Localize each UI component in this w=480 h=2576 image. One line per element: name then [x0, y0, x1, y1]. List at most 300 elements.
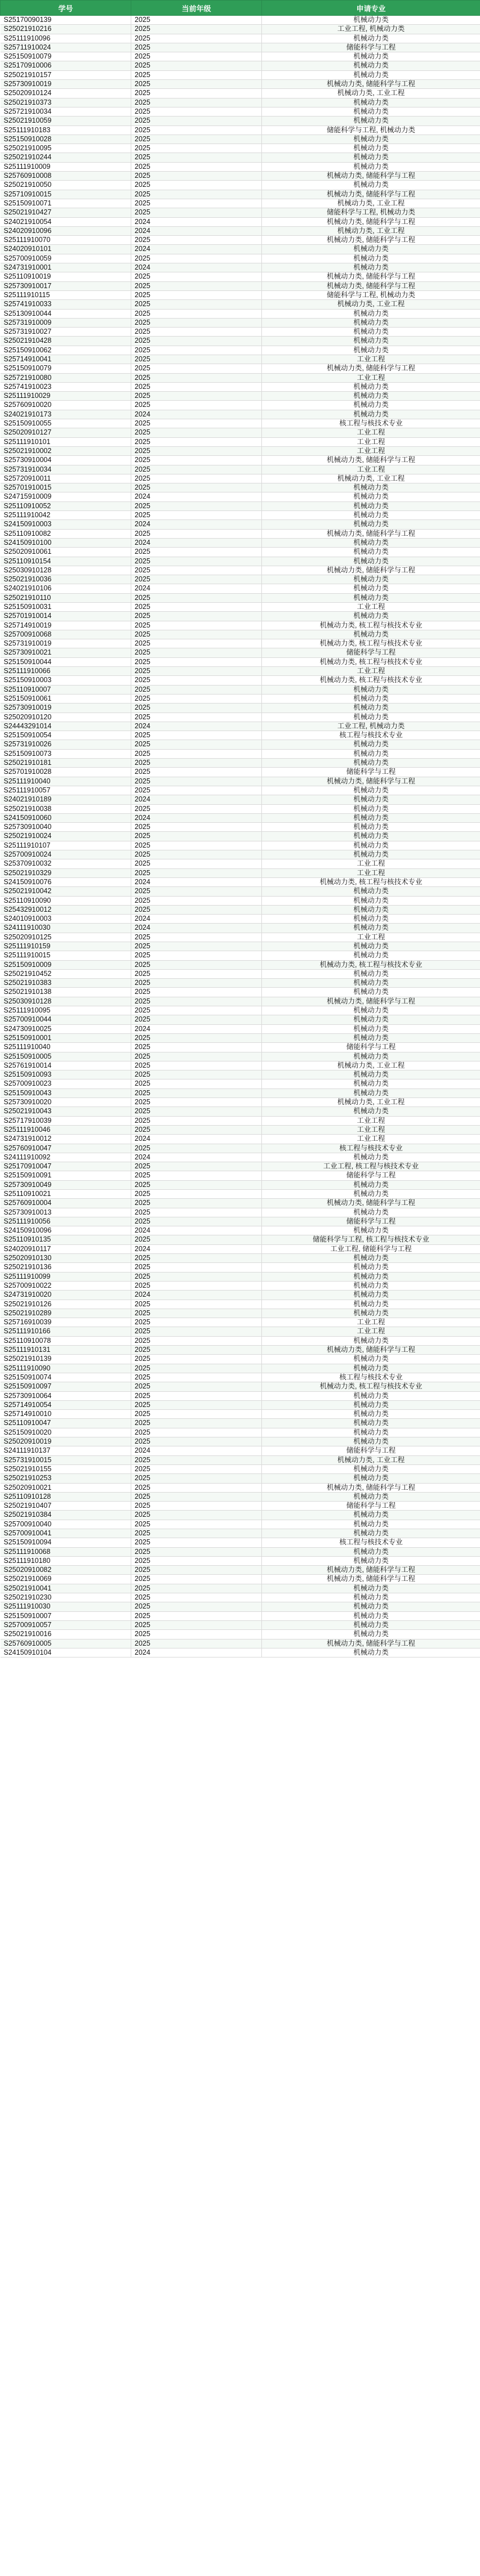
grade-cell[interactable]: 2025 — [131, 126, 262, 135]
grade-cell[interactable]: 2025 — [131, 80, 262, 89]
student-id-cell[interactable]: S25761910014 — [1, 1061, 131, 1070]
grade-cell[interactable]: 2025 — [131, 511, 262, 520]
student-id-cell[interactable]: S25021910329 — [1, 868, 131, 877]
student-id-cell[interactable]: S25020910127 — [1, 428, 131, 437]
grade-cell[interactable]: 2025 — [131, 887, 262, 896]
grade-cell[interactable]: 2025 — [131, 1171, 262, 1180]
grade-cell[interactable]: 2025 — [131, 1602, 262, 1611]
student-id-cell[interactable]: S25111910101 — [1, 437, 131, 446]
student-id-cell[interactable]: S25111910166 — [1, 1327, 131, 1336]
grade-cell[interactable]: 2025 — [131, 456, 262, 465]
major-cell[interactable]: 机械动力类 — [262, 1208, 480, 1217]
grade-cell[interactable]: 2025 — [131, 1144, 262, 1153]
major-cell[interactable]: 机械动力类 — [262, 392, 480, 401]
student-id-cell[interactable]: S25111910015 — [1, 951, 131, 960]
major-cell[interactable]: 机械动力类, 储能科学与工程 — [262, 1199, 480, 1208]
major-cell[interactable]: 机械动力类 — [262, 804, 480, 813]
grade-cell[interactable]: 2025 — [131, 859, 262, 868]
student-id-cell[interactable]: S25110910047 — [1, 1419, 131, 1428]
grade-cell[interactable]: 2025 — [131, 190, 262, 199]
grade-cell[interactable]: 2025 — [131, 759, 262, 768]
major-cell[interactable]: 机械动力类, 核工程与核技术专业 — [262, 657, 480, 666]
grade-cell[interactable]: 2025 — [131, 1575, 262, 1584]
major-cell[interactable]: 机械动力类, 储能科学与工程 — [262, 777, 480, 786]
grade-cell[interactable]: 2025 — [131, 1300, 262, 1309]
grade-cell[interactable]: 2024 — [131, 924, 262, 933]
grade-cell[interactable]: 2025 — [131, 942, 262, 951]
grade-cell[interactable]: 2025 — [131, 98, 262, 107]
major-cell[interactable]: 机械动力类 — [262, 492, 480, 501]
grade-cell[interactable]: 2025 — [131, 135, 262, 144]
grade-cell[interactable]: 2025 — [131, 841, 262, 850]
major-cell[interactable]: 机械动力类 — [262, 1263, 480, 1272]
major-cell[interactable]: 机械动力类 — [262, 501, 480, 510]
grade-cell[interactable]: 2024 — [131, 1648, 262, 1657]
student-id-cell[interactable]: S25021910181 — [1, 759, 131, 768]
student-id-cell[interactable]: S25021910452 — [1, 969, 131, 978]
grade-cell[interactable]: 2025 — [131, 529, 262, 538]
grade-cell[interactable]: 2025 — [131, 483, 262, 492]
grade-cell[interactable]: 2025 — [131, 117, 262, 126]
student-id-cell[interactable]: S25111910159 — [1, 942, 131, 951]
major-cell[interactable]: 机械动力类 — [262, 1336, 480, 1345]
student-id-cell[interactable]: S25150910031 — [1, 603, 131, 612]
student-id-cell[interactable]: S24150910060 — [1, 813, 131, 822]
grade-cell[interactable]: 2025 — [131, 603, 262, 612]
major-cell[interactable]: 机械动力类 — [262, 1006, 480, 1015]
student-id-cell[interactable]: S25150910062 — [1, 346, 131, 355]
student-id-cell[interactable]: S25150910073 — [1, 749, 131, 758]
grade-cell[interactable]: 2025 — [131, 676, 262, 685]
grade-cell[interactable]: 2025 — [131, 850, 262, 859]
major-cell[interactable]: 机械动力类 — [262, 749, 480, 758]
student-id-cell[interactable]: S25741910023 — [1, 382, 131, 391]
major-cell[interactable]: 机械动力类 — [262, 1437, 480, 1446]
grade-cell[interactable]: 2025 — [131, 630, 262, 639]
major-cell[interactable]: 机械动力类 — [262, 520, 480, 529]
grade-cell[interactable]: 2025 — [131, 337, 262, 346]
major-cell[interactable]: 工业工程, 储能科学与工程 — [262, 1244, 480, 1253]
major-cell[interactable]: 机械动力类 — [262, 795, 480, 804]
student-id-cell[interactable]: S25021910136 — [1, 1263, 131, 1272]
student-id-cell[interactable]: S25714910041 — [1, 355, 131, 364]
student-id-cell[interactable]: S25021910155 — [1, 1464, 131, 1473]
grade-cell[interactable]: 2025 — [131, 1529, 262, 1538]
major-cell[interactable]: 机械动力类 — [262, 263, 480, 272]
student-id-cell[interactable]: S25170910006 — [1, 61, 131, 70]
major-cell[interactable]: 工业工程 — [262, 667, 480, 676]
major-cell[interactable]: 储能科学与工程 — [262, 1502, 480, 1511]
grade-cell[interactable]: 2025 — [131, 1566, 262, 1575]
student-id-cell[interactable]: S25021910042 — [1, 887, 131, 896]
grade-cell[interactable]: 2025 — [131, 979, 262, 988]
student-id-cell[interactable]: S25150910079 — [1, 364, 131, 373]
major-cell[interactable]: 储能科学与工程 — [262, 648, 480, 657]
grade-cell[interactable]: 2025 — [131, 162, 262, 171]
major-cell[interactable]: 机械动力类 — [262, 153, 480, 162]
grade-cell[interactable]: 2025 — [131, 501, 262, 510]
student-id-cell[interactable]: S25700910041 — [1, 1529, 131, 1538]
grade-cell[interactable]: 2025 — [131, 1052, 262, 1061]
student-id-cell[interactable]: S25720910011 — [1, 474, 131, 483]
student-id-cell[interactable]: S25110910021 — [1, 1190, 131, 1199]
student-id-cell[interactable]: S25111910107 — [1, 841, 131, 850]
student-id-cell[interactable]: S25150910097 — [1, 1382, 131, 1391]
major-cell[interactable]: 工业工程 — [262, 446, 480, 455]
grade-cell[interactable]: 2025 — [131, 1180, 262, 1189]
student-id-cell[interactable]: S25110910007 — [1, 685, 131, 694]
grade-cell[interactable]: 2025 — [131, 1217, 262, 1226]
grade-cell[interactable]: 2025 — [131, 419, 262, 428]
major-cell[interactable]: 机械动力类, 核工程与核技术专业 — [262, 1382, 480, 1391]
grade-cell[interactable]: 2025 — [131, 749, 262, 758]
student-id-cell[interactable]: S25150910003 — [1, 676, 131, 685]
student-id-cell[interactable]: S25020910061 — [1, 548, 131, 557]
grade-cell[interactable]: 2025 — [131, 1474, 262, 1483]
grade-cell[interactable]: 2025 — [131, 1428, 262, 1437]
grade-cell[interactable]: 2025 — [131, 960, 262, 969]
major-cell[interactable]: 储能科学与工程 — [262, 1446, 480, 1455]
student-id-cell[interactable]: S25150910005 — [1, 1052, 131, 1061]
major-cell[interactable]: 机械动力类 — [262, 144, 480, 153]
major-cell[interactable]: 工业工程 — [262, 868, 480, 877]
student-id-cell[interactable]: S25110910154 — [1, 557, 131, 566]
student-id-cell[interactable]: S25111910009 — [1, 162, 131, 171]
student-id-cell[interactable]: S25111910040 — [1, 777, 131, 786]
major-cell[interactable]: 机械动力类 — [262, 924, 480, 933]
student-id-cell[interactable]: S25111910183 — [1, 126, 131, 135]
student-id-cell[interactable]: S24021910173 — [1, 410, 131, 419]
grade-cell[interactable]: 2025 — [131, 281, 262, 290]
student-id-cell[interactable]: S24021910189 — [1, 795, 131, 804]
grade-cell[interactable]: 2025 — [131, 1061, 262, 1070]
major-cell[interactable]: 机械动力类 — [262, 1648, 480, 1657]
student-id-cell[interactable]: S25021910428 — [1, 337, 131, 346]
grade-cell[interactable]: 2025 — [131, 1520, 262, 1529]
student-id-cell[interactable]: S25021910230 — [1, 1593, 131, 1602]
student-id-cell[interactable]: S25111910096 — [1, 34, 131, 43]
student-id-cell[interactable]: S25021910002 — [1, 446, 131, 455]
student-id-cell[interactable]: S25021910244 — [1, 153, 131, 162]
grade-cell[interactable]: 2025 — [131, 446, 262, 455]
student-id-cell[interactable]: S25021910383 — [1, 979, 131, 988]
major-cell[interactable]: 工业工程 — [262, 437, 480, 446]
major-cell[interactable]: 机械动力类 — [262, 704, 480, 713]
grade-cell[interactable]: 2024 — [131, 813, 262, 822]
grade-cell[interactable]: 2025 — [131, 1593, 262, 1602]
major-cell[interactable]: 机械动力类 — [262, 1529, 480, 1538]
student-id-cell[interactable]: S25700910022 — [1, 1281, 131, 1290]
major-cell[interactable]: 机械动力类 — [262, 1309, 480, 1318]
major-cell[interactable]: 机械动力类 — [262, 813, 480, 822]
student-id-cell[interactable]: S25111910131 — [1, 1346, 131, 1355]
grade-cell[interactable]: 2025 — [131, 318, 262, 327]
grade-cell[interactable]: 2025 — [131, 1336, 262, 1345]
major-cell[interactable]: 机械动力类 — [262, 915, 480, 924]
student-id-cell[interactable]: S25700910044 — [1, 1015, 131, 1024]
grade-cell[interactable]: 2025 — [131, 208, 262, 217]
student-id-cell[interactable]: S24731910012 — [1, 1135, 131, 1144]
major-cell[interactable]: 机械动力类, 核工程与核技术专业 — [262, 877, 480, 886]
grade-cell[interactable]: 2025 — [131, 1391, 262, 1400]
major-cell[interactable]: 机械动力类, 核工程与核技术专业 — [262, 621, 480, 630]
major-cell[interactable]: 机械动力类 — [262, 117, 480, 126]
major-cell[interactable]: 储能科学与工程, 机械动力类 — [262, 126, 480, 135]
major-cell[interactable]: 机械动力类 — [262, 346, 480, 355]
major-cell[interactable]: 机械动力类, 储能科学与工程 — [262, 172, 480, 181]
student-id-cell[interactable]: S25020910130 — [1, 1254, 131, 1263]
grade-cell[interactable]: 2025 — [131, 328, 262, 337]
grade-cell[interactable]: 2024 — [131, 584, 262, 593]
grade-cell[interactable]: 2025 — [131, 144, 262, 153]
major-cell[interactable]: 机械动力类, 储能科学与工程 — [262, 1346, 480, 1355]
student-id-cell[interactable]: S25170090139 — [1, 16, 131, 25]
grade-cell[interactable]: 2025 — [131, 1318, 262, 1327]
student-id-cell[interactable]: S24010910003 — [1, 915, 131, 924]
major-cell[interactable]: 机械动力类 — [262, 181, 480, 190]
major-cell[interactable]: 机械动力类, 储能科学与工程 — [262, 217, 480, 226]
grade-cell[interactable]: 2025 — [131, 70, 262, 79]
grade-cell[interactable]: 2025 — [131, 639, 262, 648]
major-cell[interactable]: 机械动力类, 储能科学与工程 — [262, 566, 480, 575]
major-cell[interactable]: 机械动力类 — [262, 969, 480, 978]
student-id-cell[interactable]: S25741910033 — [1, 300, 131, 309]
student-id-cell[interactable]: S25700910068 — [1, 630, 131, 639]
header-applied-major[interactable]: 申请专业 — [262, 1, 480, 16]
major-cell[interactable]: 机械动力类 — [262, 1593, 480, 1602]
student-id-cell[interactable]: S25111910090 — [1, 1364, 131, 1373]
student-id-cell[interactable]: S25020910019 — [1, 1437, 131, 1446]
student-id-cell[interactable]: S25711910024 — [1, 43, 131, 52]
student-id-cell[interactable]: S25716910039 — [1, 1318, 131, 1327]
major-cell[interactable]: 机械动力类 — [262, 1015, 480, 1024]
student-id-cell[interactable]: S24021910054 — [1, 217, 131, 226]
major-cell[interactable]: 机械动力类 — [262, 1079, 480, 1088]
grade-cell[interactable]: 2025 — [131, 272, 262, 281]
major-cell[interactable]: 机械动力类 — [262, 245, 480, 254]
student-id-cell[interactable]: S25111910070 — [1, 236, 131, 245]
student-id-cell[interactable]: S25110910019 — [1, 272, 131, 281]
grade-cell[interactable]: 2025 — [131, 1492, 262, 1501]
major-cell[interactable]: 机械动力类 — [262, 309, 480, 318]
grade-cell[interactable]: 2025 — [131, 364, 262, 373]
major-cell[interactable]: 机械动力类 — [262, 70, 480, 79]
major-cell[interactable]: 机械动力类 — [262, 382, 480, 391]
major-cell[interactable]: 机械动力类 — [262, 951, 480, 960]
student-id-cell[interactable]: S25730910021 — [1, 648, 131, 657]
grade-cell[interactable]: 2025 — [131, 1382, 262, 1391]
major-cell[interactable]: 机械动力类 — [262, 593, 480, 602]
student-id-cell[interactable]: S24150910076 — [1, 877, 131, 886]
student-id-cell[interactable]: S25432910012 — [1, 905, 131, 914]
student-id-cell[interactable]: S24020910117 — [1, 1244, 131, 1253]
major-cell[interactable]: 机械动力类, 储能科学与工程 — [262, 529, 480, 538]
major-cell[interactable]: 机械动力类 — [262, 1400, 480, 1409]
student-id-cell[interactable]: S25730910019 — [1, 704, 131, 713]
major-cell[interactable]: 机械动力类 — [262, 988, 480, 997]
major-cell[interactable]: 机械动力类, 工业工程 — [262, 1061, 480, 1070]
major-cell[interactable]: 机械动力类 — [262, 16, 480, 25]
student-id-cell[interactable]: S25111910115 — [1, 290, 131, 299]
major-cell[interactable]: 机械动力类, 工业工程 — [262, 89, 480, 98]
major-cell[interactable]: 储能科学与工程, 核工程与核技术专业 — [262, 1235, 480, 1244]
student-id-cell[interactable]: S25111910046 — [1, 1125, 131, 1134]
major-cell[interactable]: 机械动力类 — [262, 1291, 480, 1300]
grade-cell[interactable]: 2025 — [131, 768, 262, 777]
header-current-grade[interactable]: 当前年级 — [131, 1, 262, 16]
grade-cell[interactable]: 2025 — [131, 382, 262, 391]
grade-cell[interactable]: 2024 — [131, 492, 262, 501]
grade-cell[interactable]: 2025 — [131, 896, 262, 905]
student-id-cell[interactable]: S25730910040 — [1, 823, 131, 832]
student-id-cell[interactable]: S25021910138 — [1, 988, 131, 997]
student-id-cell[interactable]: S25714910010 — [1, 1410, 131, 1419]
grade-cell[interactable]: 2025 — [131, 1327, 262, 1336]
grade-cell[interactable]: 2025 — [131, 107, 262, 116]
student-id-cell[interactable]: S25730910064 — [1, 1391, 131, 1400]
student-id-cell[interactable]: S25731910009 — [1, 318, 131, 327]
major-cell[interactable]: 机械动力类 — [262, 557, 480, 566]
student-id-cell[interactable]: S25730910049 — [1, 1180, 131, 1189]
student-id-cell[interactable]: S25021910036 — [1, 575, 131, 584]
student-id-cell[interactable]: S25760910004 — [1, 1199, 131, 1208]
grade-cell[interactable]: 2024 — [131, 263, 262, 272]
student-id-cell[interactable]: S25021910253 — [1, 1474, 131, 1483]
major-cell[interactable]: 机械动力类 — [262, 337, 480, 346]
major-cell[interactable]: 机械动力类 — [262, 584, 480, 593]
student-id-cell[interactable]: S24111910030 — [1, 924, 131, 933]
major-cell[interactable]: 机械动力类 — [262, 740, 480, 749]
student-id-cell[interactable]: S25700910024 — [1, 850, 131, 859]
major-cell[interactable]: 机械动力类 — [262, 511, 480, 520]
grade-cell[interactable]: 2024 — [131, 1244, 262, 1253]
grade-cell[interactable]: 2025 — [131, 290, 262, 299]
grade-cell[interactable]: 2025 — [131, 1547, 262, 1556]
major-cell[interactable]: 工业工程 — [262, 933, 480, 942]
major-cell[interactable]: 储能科学与工程 — [262, 1217, 480, 1226]
major-cell[interactable]: 机械动力类 — [262, 1254, 480, 1263]
student-id-cell[interactable]: S25760910020 — [1, 401, 131, 410]
grade-cell[interactable]: 2024 — [131, 520, 262, 529]
student-id-cell[interactable]: S24150910003 — [1, 520, 131, 529]
major-cell[interactable]: 机械动力类 — [262, 713, 480, 722]
major-cell[interactable]: 机械动力类, 工业工程 — [262, 1098, 480, 1107]
grade-cell[interactable]: 2024 — [131, 722, 262, 731]
major-cell[interactable]: 机械动力类 — [262, 759, 480, 768]
grade-cell[interactable]: 2025 — [131, 593, 262, 602]
grade-cell[interactable]: 2024 — [131, 226, 262, 235]
grade-cell[interactable]: 2025 — [131, 1162, 262, 1171]
grade-cell[interactable]: 2025 — [131, 905, 262, 914]
major-cell[interactable]: 工业工程 — [262, 465, 480, 474]
grade-cell[interactable]: 2025 — [131, 786, 262, 795]
student-id-cell[interactable]: S25150910055 — [1, 419, 131, 428]
grade-cell[interactable]: 2025 — [131, 1098, 262, 1107]
grade-cell[interactable]: 2025 — [131, 832, 262, 841]
student-id-cell[interactable]: S25020910021 — [1, 1483, 131, 1492]
grade-cell[interactable]: 2025 — [131, 89, 262, 98]
grade-cell[interactable]: 2025 — [131, 172, 262, 181]
major-cell[interactable]: 机械动力类, 工业工程 — [262, 226, 480, 235]
student-id-cell[interactable]: S24150910100 — [1, 538, 131, 547]
student-id-cell[interactable]: S25020910082 — [1, 1566, 131, 1575]
major-cell[interactable]: 机械动力类 — [262, 832, 480, 841]
student-id-cell[interactable]: S25701910015 — [1, 483, 131, 492]
major-cell[interactable]: 机械动力类, 储能科学与工程 — [262, 1639, 480, 1648]
major-cell[interactable]: 机械动力类 — [262, 841, 480, 850]
major-cell[interactable]: 机械动力类 — [262, 612, 480, 621]
student-id-cell[interactable]: S25110910078 — [1, 1336, 131, 1345]
major-cell[interactable]: 机械动力类 — [262, 1419, 480, 1428]
major-cell[interactable]: 机械动力类 — [262, 1547, 480, 1556]
grade-cell[interactable]: 2025 — [131, 1464, 262, 1473]
grade-cell[interactable]: 2025 — [131, 1373, 262, 1382]
major-cell[interactable]: 机械动力类 — [262, 401, 480, 410]
grade-cell[interactable]: 2025 — [131, 1309, 262, 1318]
grade-cell[interactable]: 2025 — [131, 704, 262, 713]
major-cell[interactable]: 机械动力类 — [262, 630, 480, 639]
major-cell[interactable]: 机械动力类 — [262, 52, 480, 61]
major-cell[interactable]: 工业工程 — [262, 1327, 480, 1336]
major-cell[interactable]: 机械动力类 — [262, 694, 480, 703]
major-cell[interactable]: 工业工程, 核工程与核技术专业 — [262, 1162, 480, 1171]
major-cell[interactable]: 机械动力类 — [262, 1107, 480, 1116]
grade-cell[interactable]: 2025 — [131, 1400, 262, 1409]
grade-cell[interactable]: 2025 — [131, 557, 262, 566]
grade-cell[interactable]: 2025 — [131, 61, 262, 70]
grade-cell[interactable]: 2025 — [131, 777, 262, 786]
student-id-cell[interactable]: S25170910047 — [1, 1162, 131, 1171]
student-id-cell[interactable]: S25021910069 — [1, 1575, 131, 1584]
major-cell[interactable]: 机械动力类 — [262, 1630, 480, 1639]
grade-cell[interactable]: 2025 — [131, 1125, 262, 1134]
student-id-cell[interactable]: S25021910384 — [1, 1511, 131, 1520]
grade-cell[interactable]: 2025 — [131, 933, 262, 942]
student-id-cell[interactable]: S25760910005 — [1, 1639, 131, 1648]
major-cell[interactable]: 机械动力类 — [262, 98, 480, 107]
student-id-cell[interactable]: S24150910096 — [1, 1226, 131, 1235]
grade-cell[interactable]: 2025 — [131, 1346, 262, 1355]
major-cell[interactable]: 工业工程 — [262, 373, 480, 382]
major-cell[interactable]: 机械动力类 — [262, 896, 480, 905]
grade-cell[interactable]: 2025 — [131, 612, 262, 621]
student-id-cell[interactable]: S25111910068 — [1, 1547, 131, 1556]
major-cell[interactable]: 机械动力类, 工业工程 — [262, 300, 480, 309]
major-cell[interactable]: 机械动力类, 储能科学与工程 — [262, 1566, 480, 1575]
grade-cell[interactable]: 2024 — [131, 1135, 262, 1144]
student-id-cell[interactable]: S25111910066 — [1, 667, 131, 676]
student-id-cell[interactable]: S25150910001 — [1, 1033, 131, 1042]
grade-cell[interactable]: 2025 — [131, 667, 262, 676]
major-cell[interactable]: 机械动力类, 工业工程 — [262, 199, 480, 208]
grade-cell[interactable]: 2024 — [131, 1446, 262, 1455]
major-cell[interactable]: 机械动力类 — [262, 1153, 480, 1162]
student-id-cell[interactable]: S25150910071 — [1, 199, 131, 208]
grade-cell[interactable]: 2025 — [131, 1410, 262, 1419]
major-cell[interactable]: 工业工程 — [262, 1125, 480, 1134]
student-id-cell[interactable]: S25760910047 — [1, 1144, 131, 1153]
major-cell[interactable]: 机械动力类 — [262, 1190, 480, 1199]
major-cell[interactable]: 核工程与核技术专业 — [262, 419, 480, 428]
student-id-cell[interactable]: S25150910074 — [1, 1373, 131, 1382]
grade-cell[interactable]: 2025 — [131, 34, 262, 43]
grade-cell[interactable]: 2025 — [131, 1630, 262, 1639]
grade-cell[interactable]: 2025 — [131, 1107, 262, 1116]
student-id-cell[interactable]: S25021910095 — [1, 144, 131, 153]
student-id-cell[interactable]: S25730910013 — [1, 1208, 131, 1217]
grade-cell[interactable]: 2025 — [131, 1006, 262, 1015]
major-cell[interactable]: 储能科学与工程, 机械动力类 — [262, 290, 480, 299]
